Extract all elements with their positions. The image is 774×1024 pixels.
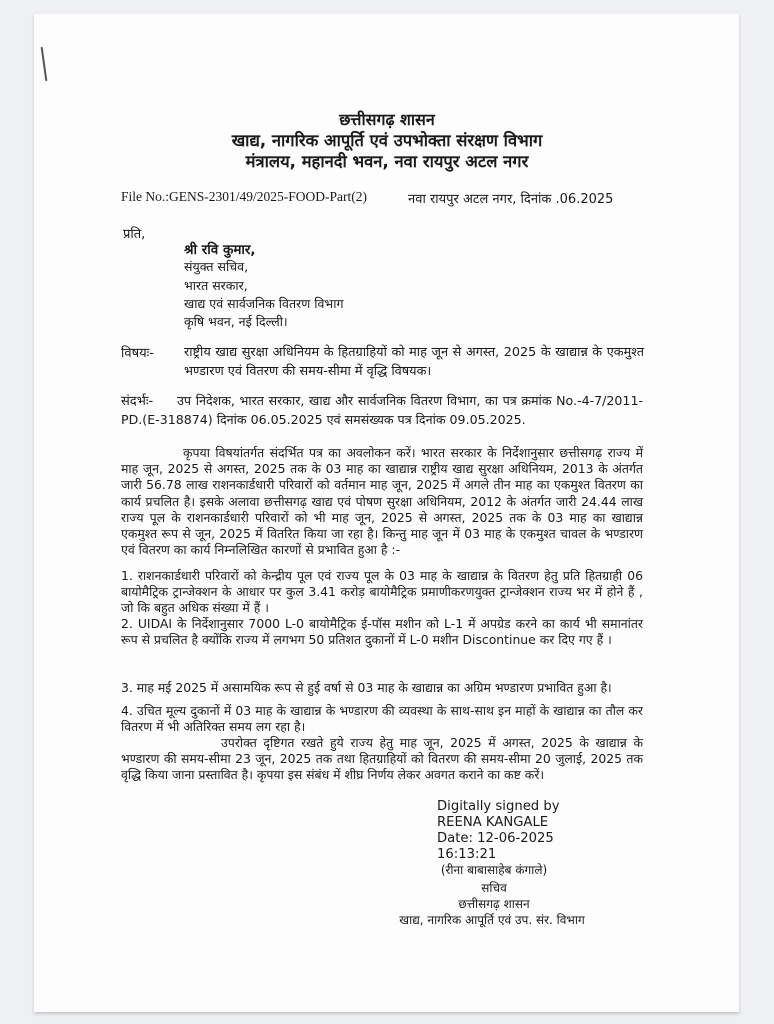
salutation: प्रति,	[123, 227, 146, 242]
reference-label: संदर्भः-	[121, 394, 154, 409]
reference-text: उप निदेशक, भारत सरकार, खाद्य और सार्वजनिक वितरण विभाग, का पत्र क्रमांक No.-4-7/2011-PD.(E-318874) दिनांक 06.05.2025 एवं समसंख्यक पत्र दिनांक 09.05.2025.	[121, 393, 643, 427]
digital-signature-title: Digitally signed by	[437, 799, 560, 814]
point-2: 2. UIDAI के निर्देशानुसार 7000 L-0 बायोमैट्रिक ई-पॉस मशीन को L-1 में अपग्रेड करने का कार्य भी समानांतर रूप से प्रचलित है क्योंकि राज्य में लगभग 50 प्रतिशत दुकानों में L-0 मशीन Discontinue कर दिए गए हैं ।	[121, 616, 643, 648]
body-intro-paragraph	[121, 445, 643, 558]
signatory-name: (रीना बाबासाहेब कंगाले)	[440, 863, 548, 877]
body-intro-text: कृपया विषयांतर्गत संदर्भित पत्र का अवलोकन करें। भारत सरकार के निर्देशानुसार छत्तीसगढ़ राज्य में माह जून, 2025 से अगस्त, 2025 तक के 03 माह का खाद्यान्न राष्ट्रीय खाद्य सुरक्षा अधिनियम, 2013 के अंतर्गत जारी 56.78 लाख राशनकार्डधारी परिवारों को वर्तमान माह जून, 2025 में अगले तीन माह का एकमुश्त वितरण का कार्य प्रचलित है। इसके अलावा छत्तीसगढ़ खाद्य एवं पोषण सुरक्षा अधिनियम, 2012 के अंतर्गत जारी 24.44 लाख राज्य पूल के राशनकार्डधारी परिवारों को भी माह जून, 2025 से अगस्त, 2025 तक के 03 माह का खाद्यान्न एकमुश्त रूप से जून, 2025 में वितरित किया जा रहा है। किन्तु माह जून में 03 माह के एकमुश्त चावल के भण्डारण एवं वितरण का कार्य निम्नलिखित कारणों से प्रभावित हुआ है :-	[121, 445, 643, 558]
subject-label: विषयः-	[121, 346, 154, 361]
point-4: 4. उचित मूल्य दुकानों में 03 माह के खाद्यान्न के भण्डारण की व्यवस्था के साथ-साथ इन माहों के खाद्यान्न का तौल कर वितरण में भी अतिरिक्त समय लग रहा है।	[121, 703, 643, 735]
signatory-department: खाद्य, नागरिक आपूर्ति एवं उप. संर. विभाग	[399, 913, 585, 927]
header-address: मंत्रालय, महानदी भवन, नवा रायपुर अटल नगर	[245, 152, 529, 171]
conclusion-text: उपरोक्त दृष्टिगत रखते हुये राज्य हेतु माह जून, 2025 में अगस्त, 2025 के खाद्यान्न के भण्डारण की समय-सीमा 23 जून, 2025 तक तथा हितग्राहियों को वितरण की समय-सीमा 20 जुलाई, 2025 तक वृद्धि किया जाना प्रस्तावित है। कृपया इस संबंध में शीघ्र निर्णय लेकर अवगत कराने का कष्ट करें।	[121, 735, 643, 783]
point-1: 1. राशनकार्डधारी परिवारों को केन्द्रीय पूल एवं राज्य पूल के 03 माह के खाद्यान्न के वितरण हेतु प्रति हितग्राही 06 बायोमैट्रिक ट्रान्जेक्शन के आधार पर कुल 3.41 करोड़ बायोमैट्रिक प्रमाणीकरणयुक्त ट्रान्जेक्शन राज्य भर में होने हैं , जो कि बहुत अधिक संख्या में हैं ।	[121, 568, 643, 616]
point-3: 3. माह मई 2025 में असामयिक रूप से हुई वर्षा से 03 माह के खाद्यान्न का अग्रिम भण्डारण प्रभावित हुआ है।	[121, 680, 612, 695]
subject-text: राष्ट्रीय खाद्य सुरक्षा अधिनियम के हितग्राहियों को माह जून से अगस्त, 2025 के खाद्यान्न के एकमुश्त भण्डारण एवं वितरण की समय-सीमा में वृद्धि विषयक।	[184, 345, 644, 379]
header-department: खाद्य, नागरिक आपूर्ति एवं उपभोक्ता संरक्षण विभाग	[231, 131, 543, 150]
file-number: File No.:GENS-2301/49/2025-FOOD-Part(2)	[121, 189, 367, 204]
digital-signature-time: 16:13:21	[437, 847, 497, 862]
digital-signature-name: REENA KANGALE	[437, 815, 549, 830]
addressee-name: श्री रवि कुमार,	[184, 242, 256, 258]
addressee-department: खाद्य एवं सार्वजनिक वितरण विभाग	[184, 296, 344, 311]
place-date: नवा रायपुर अटल नगर, दिनांक .06.2025	[408, 192, 614, 207]
addressee-government: भारत सरकार,	[184, 278, 248, 293]
reference-paragraph	[121, 391, 643, 429]
addressee-location: कृषि भवन, नई दिल्ली।	[184, 314, 288, 329]
conclusion-paragraph	[121, 735, 643, 784]
addressee-designation: संयुक्त सचिव,	[184, 259, 249, 274]
signatory-designation: सचिव	[481, 881, 507, 895]
signatory-government: छत्तीसगढ़ शासन	[458, 897, 530, 911]
digital-signature-date: Date: 12-06-2025	[437, 831, 554, 846]
header-government: छत्तीसगढ़ शासन	[339, 110, 435, 129]
